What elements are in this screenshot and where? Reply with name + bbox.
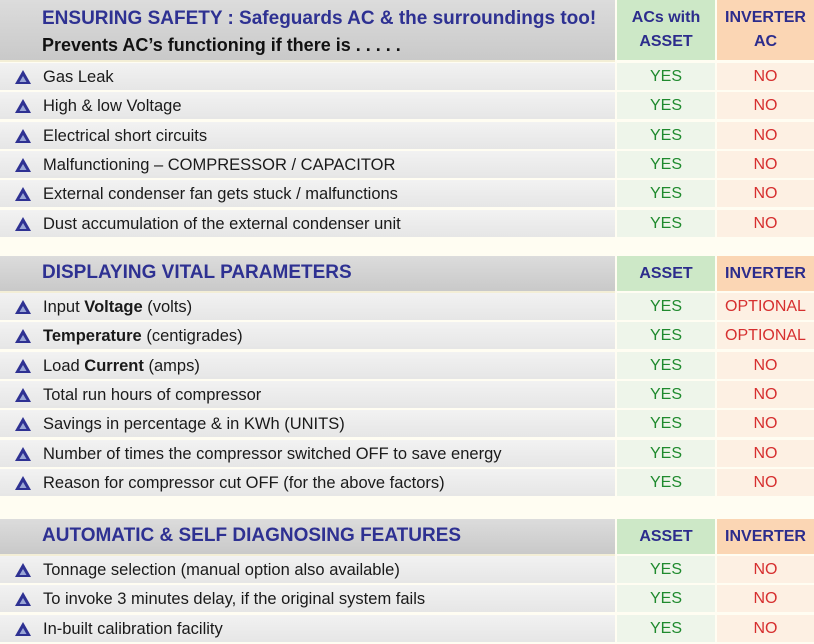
feature-label [43, 322, 243, 350]
table-row [0, 556, 814, 585]
asset-value: YES [617, 151, 715, 180]
feature-label [43, 585, 425, 613]
column-header-line: ASSET [639, 33, 693, 50]
table-row [0, 410, 814, 439]
feature-label [43, 469, 445, 497]
feature-label [43, 410, 345, 438]
table-row [0, 381, 814, 410]
feature-text: Electrical short circuits [43, 127, 208, 145]
inverter-value: NO [717, 63, 814, 92]
asset-value: YES [617, 210, 715, 239]
column-header-line: AC [753, 33, 778, 50]
header-title-cell [0, 256, 615, 293]
feature-text: To invoke 3 minutes delay, if the original system fails [43, 590, 426, 608]
inverter-value: NO [717, 381, 814, 410]
feature-cell [0, 293, 615, 322]
column-header-line: INVERTER [725, 527, 806, 545]
header-title-cell [0, 0, 615, 62]
asset-value: YES [617, 469, 715, 498]
section-header [0, 519, 814, 554]
table-row [0, 440, 814, 469]
inverter-value: NO [717, 180, 814, 209]
feature-cell [0, 585, 615, 614]
section-title: DISPLAYING VITAL PARAMETERS [42, 262, 352, 283]
column-header-line: ACs with [631, 9, 701, 26]
table-row [0, 352, 814, 381]
section-header [0, 0, 814, 60]
triangle-bullet-icon [15, 563, 31, 577]
table-row [0, 180, 814, 209]
feature-cell [0, 210, 615, 239]
inverter-value: NO [717, 92, 814, 121]
asset-value: YES [617, 381, 715, 410]
feature-text: Gas Leak [43, 68, 114, 86]
feature-label [43, 63, 114, 91]
feature-label [43, 122, 207, 150]
table-row [0, 122, 814, 151]
feature-label [43, 210, 401, 238]
feature-cell [0, 381, 615, 410]
feature-text: Malfunctioning – COMPRESSOR / CAPACITOR [43, 156, 396, 174]
table-row [0, 92, 814, 121]
feature-text: External condenser fan gets stuck / malfunctions [43, 185, 398, 203]
feature-text: Number of times the compressor switched OFF to save energy [43, 445, 502, 463]
triangle-bullet-icon [15, 70, 31, 84]
table-row [0, 322, 814, 351]
table-row [0, 293, 814, 322]
feature-text-bold: Current [84, 357, 144, 375]
feature-label [43, 556, 400, 584]
triangle-bullet-icon [15, 329, 31, 343]
feature-cell [0, 63, 615, 92]
table-row [0, 63, 814, 92]
feature-label [43, 615, 223, 643]
feature-text: Input [43, 298, 85, 316]
inverter-value: OPTIONAL [717, 293, 814, 322]
asset-column-header [617, 0, 715, 60]
feature-cell [0, 615, 615, 644]
asset-value: YES [617, 556, 715, 585]
feature-text: Reason for compressor cut OFF (for the above factors) [43, 474, 445, 492]
asset-value: YES [617, 352, 715, 381]
column-header-line: INVERTER [725, 9, 806, 26]
asset-value: YES [617, 410, 715, 439]
feature-cell [0, 322, 615, 351]
table-row [0, 615, 814, 644]
triangle-bullet-icon [15, 158, 31, 172]
asset-value: YES [617, 63, 715, 92]
asset-value: YES [617, 585, 715, 614]
inverter-value: NO [717, 469, 814, 498]
section-header [0, 256, 814, 291]
asset-value: YES [617, 92, 715, 121]
feature-text: Dust accumulation of the external condenser unit [43, 215, 401, 233]
inverter-value: NO [717, 410, 814, 439]
inverter-value: NO [717, 210, 814, 239]
asset-value: YES [617, 293, 715, 322]
feature-label [43, 440, 502, 468]
asset-column-header [617, 256, 715, 291]
feature-text-suffix: (amps) [143, 357, 200, 375]
feature-text: In-built calibration facility [43, 620, 223, 638]
triangle-bullet-icon [15, 476, 31, 490]
header-title-cell [0, 519, 615, 556]
inverter-column-header [717, 256, 814, 291]
feature-label [43, 381, 261, 409]
inverter-value: NO [717, 352, 814, 381]
feature-cell [0, 151, 615, 180]
asset-value: YES [617, 440, 715, 469]
table-row [0, 585, 814, 614]
asset-value: YES [617, 615, 715, 644]
feature-text-suffix: (centigrades) [141, 327, 243, 345]
table-row [0, 210, 814, 239]
column-header-line: ASSET [639, 527, 693, 545]
section-subtitle: Prevents AC’s functioning if there is . . . . . [42, 35, 401, 55]
triangle-bullet-icon [15, 129, 31, 143]
triangle-bullet-icon [15, 359, 31, 373]
feature-text: Total run hours of compressor [43, 386, 262, 404]
inverter-value: OPTIONAL [717, 322, 814, 351]
column-header-line: ASSET [639, 264, 693, 282]
feature-text-bold: Voltage [84, 298, 143, 316]
feature-cell [0, 556, 615, 585]
column-header-line: INVERTER [725, 264, 806, 282]
inverter-column-header [717, 0, 814, 60]
inverter-value: NO [717, 615, 814, 644]
feature-cell [0, 440, 615, 469]
inverter-column-header [717, 519, 814, 554]
inverter-value: NO [717, 556, 814, 585]
feature-label [43, 92, 182, 120]
asset-value: YES [617, 322, 715, 351]
triangle-bullet-icon [15, 388, 31, 402]
feature-text: High & low Voltage [43, 97, 182, 115]
feature-label [43, 180, 398, 208]
section-title: ENSURING SAFETY : Safeguards AC & the surroundings too! [42, 8, 597, 29]
feature-text: Tonnage selection (manual option also available) [43, 561, 400, 579]
asset-value: YES [617, 180, 715, 209]
feature-label [43, 352, 200, 380]
feature-cell [0, 410, 615, 439]
asset-value: YES [617, 122, 715, 151]
feature-cell [0, 180, 615, 209]
inverter-value: NO [717, 122, 814, 151]
asset-column-header [617, 519, 715, 554]
inverter-value: NO [717, 151, 814, 180]
feature-text-bold: Temperature [43, 327, 142, 345]
triangle-bullet-icon [15, 592, 31, 606]
feature-cell [0, 92, 615, 121]
inverter-value: NO [717, 585, 814, 614]
feature-cell [0, 469, 615, 498]
triangle-bullet-icon [15, 622, 31, 636]
triangle-bullet-icon [15, 99, 31, 113]
feature-text-suffix: (volts) [142, 298, 193, 316]
triangle-bullet-icon [15, 300, 31, 314]
triangle-bullet-icon [15, 417, 31, 431]
feature-cell [0, 122, 615, 151]
triangle-bullet-icon [15, 447, 31, 461]
feature-text: Savings in percentage & in KWh (UNITS) [43, 415, 345, 433]
feature-cell [0, 352, 615, 381]
triangle-bullet-icon [15, 217, 31, 231]
feature-label [43, 151, 395, 179]
feature-text: Load [43, 357, 85, 375]
section-title: AUTOMATIC & SELF DIAGNOSING FEATURES [42, 525, 462, 546]
table-row [0, 151, 814, 180]
inverter-value: NO [717, 440, 814, 469]
feature-label [43, 293, 192, 321]
triangle-bullet-icon [15, 187, 31, 201]
table-row [0, 469, 814, 498]
